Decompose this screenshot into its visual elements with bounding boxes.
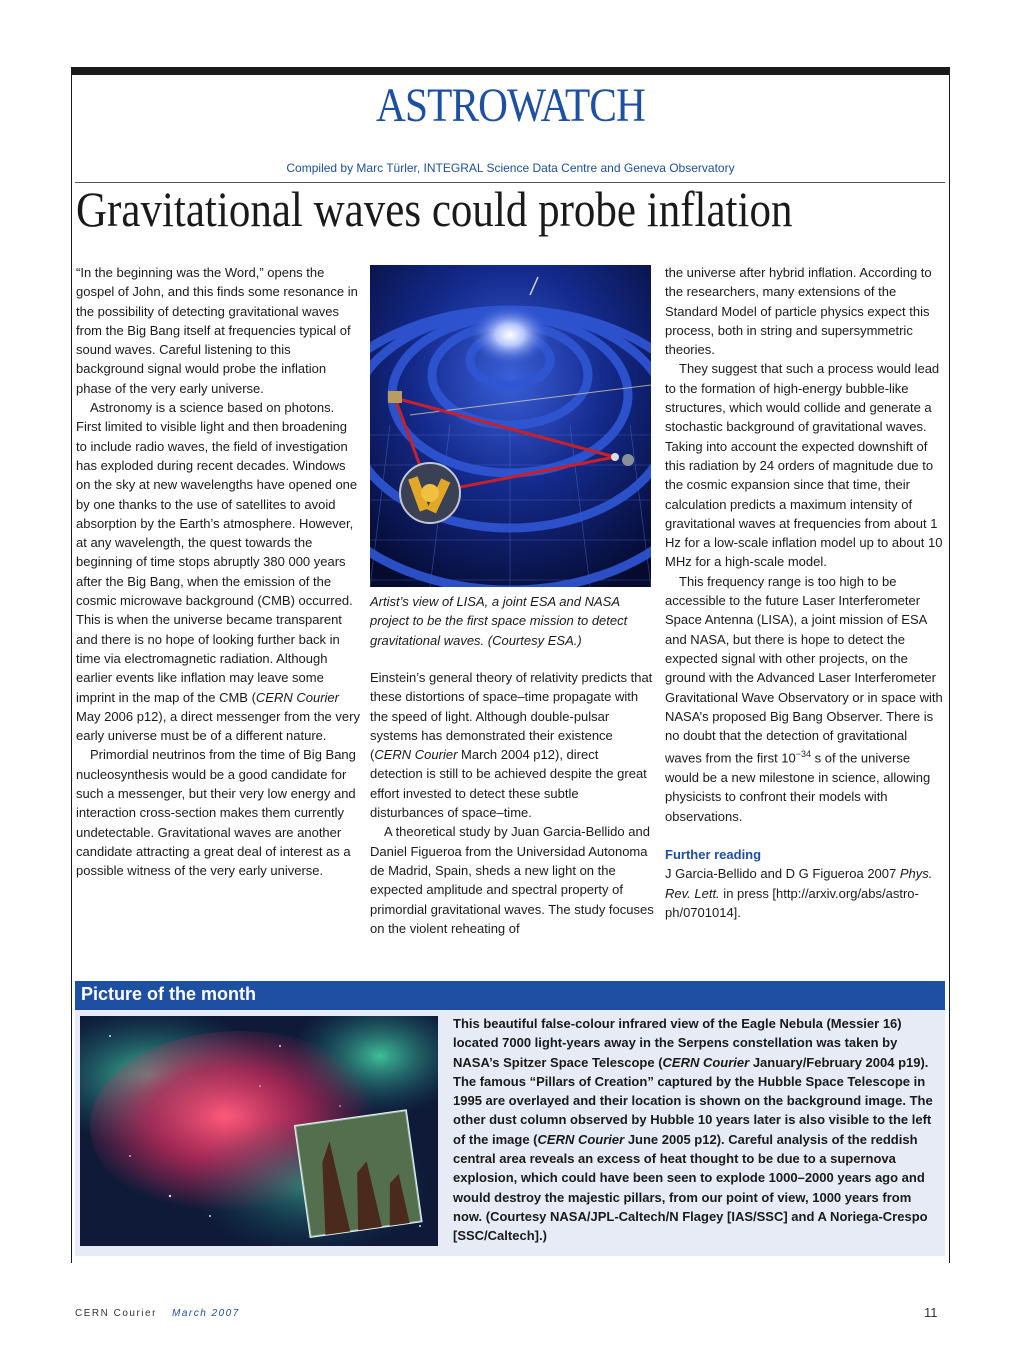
lisa-artist-illustration — [370, 265, 651, 587]
paragraph: Astronomy is a science based on photons. First limited to visible light and then broadening to include radio waves, the field of investigation has exploded during recent decades. Windows on the sky at new wavelengths have opened one by one thanks to the use of satellites to avoid absorption by the Earth’s atmosphere. However, at any wavelength, the quest towards the beginning of time stops abruptly 380 000 years after the Big Bang, when the emission of the cosmic microwave background (CMB) occurred. This is when the universe became transparent and there is no hope of looking further back in time via electromagnetic radiation. Although earlier events like inflation may leave some imprint in the map of the CMB (CERN Courier May 2006 p12), a direct messenger from the very early universe must be of a different nature. — [76, 400, 360, 744]
paragraph: Primordial neutrinos from the time of Big Bang nucleosynthesis would be a good candidate for such a messenger, but their very low energy and interaction cross-section makes them currently undetectable. Gravitational waves are another candidate attracting a great deal of interest as a possible witness of the very early universe. — [76, 747, 356, 879]
eagle-nebula-image — [80, 1016, 438, 1246]
paragraph: “In the beginning was the Word,” opens the gospel of John, and this finds some resonance in the possibility of detecting gravitational waves from the Big Bang itself at frequencies typical of sound waves. Careful listening to this background signal would probe the inflation phase of the very early universe. — [76, 265, 358, 396]
paragraph: A theoretical study by Juan Garcia-Bellido and Daniel Figueroa from the Universidad Autonoma de Madrid, Spain, sheds a new light on the expected amplitude and spectral property of primordial gravitational waves. The study focuses on the violent reheating of — [370, 824, 654, 936]
frame-left-border — [71, 75, 72, 1263]
frame-right-border — [949, 75, 950, 1263]
paragraph: This frequency range is too high to be accessible to the future Laser Interferometer Space Antenna (LISA), a joint mission of ESA and NASA, but there is hope to detect the expected signal with other projects, on the ground with the Advanced Laser Interferometer Gravitational Wave Observatory or in space with NASA’s proposed Big Bang Observer. There is no doubt that the detection of gravitational waves from the first $10^{-34}$ s of the universe would be a new milestone in science, allowing physicists to confront their models with observations. — [665, 573, 943, 824]
section-title: ASTROWATCH — [376, 79, 645, 132]
further-reading-reference: J Garcia-Bellido and D G Figueroa 2007 Phys. Rev. Lett. in press [http://arxiv.org/abs/astro-ph/0701014]. — [665, 866, 933, 920]
lisa-spacecraft — [400, 463, 460, 523]
paragraph: Einstein’s general theory of relativity predicts that these distortions of space–time propagate with the speed of light. Although double-pulsar systems has demonstrated their existence (CERN Courier March 2004 p12), direct detection is still to be achieved despite the great effort invested to detect these subtle disturbances of space–time. — [370, 670, 653, 821]
article-column-1 — [76, 263, 360, 881]
article-column-2 — [370, 668, 654, 938]
article-column-3 — [665, 263, 943, 922]
footer-issue-date: March 2007 — [172, 1308, 240, 1319]
further-reading-heading: Further reading — [665, 846, 762, 862]
picture-of-month-title: Picture of the month — [81, 984, 256, 1004]
picture-of-month-caption: This beautiful false-colour infrared view of the Eagle Nebula (Messier 16) located 7000 light-years away in the Serpens constellation was taken by NASA’s Spitzer Space Telescope (CERN Courier January/February 2004 p19). The famous “Pillars of Creation” captured by the Hubble Space Telescope in 1995 are overlayed and their location is shown on the background image. The other dust column observed by Hubble 10 years later is also visible to the left of the image (CERN Courier June 2005 p12). Careful analysis of the reddish central area reveals an excess of heat thought to be due to a supernova explosion, which could have been seen to explode 1000–2000 years ago and would destroy the majestic pillars, from our point of view, 1000 years from now. (Courtesy NASA/JPL-Caltech/N Flagey [IAS/SSC] and A Noriega-Crespo [SSC/Caltech].) — [453, 1016, 933, 1244]
pillars-of-creation-overlay — [295, 1110, 421, 1236]
page-number: 11 — [924, 1305, 938, 1320]
figure-caption: Artist’s view of LISA, a joint ESA and NASA project to be the first space mission to detect gravitational waves. (Courtesy ESA.) — [370, 594, 628, 648]
compiled-by-line: Compiled by Marc Türler, INTEGRAL Science Data Centre and Geneva Observatory — [286, 161, 735, 175]
paragraph: They suggest that such a process would lead to the formation of high-energy bubble-like structures, which would collide and generate a stochastic background of gravitational waves. Taking into account the expected downshift of this radiation by 24 orders of magnitude due to the cosmic expansion since that time, their calculation predicts a maximum intensity of gravitational waves at frequencies from about 1 Hz for a low-scale inflation model up to about 10 MHz for a high-scale model. — [665, 361, 943, 570]
footer-magazine-name: CERN Courier — [75, 1308, 157, 1319]
paragraph: the universe after hybrid inflation. According to the researchers, many extensions of the Standard Model of particle physics expect this process, both in string and supersymmetric theories. — [665, 265, 932, 358]
header-rule — [71, 67, 950, 75]
article-headline: Gravitational waves could probe inflation — [76, 181, 793, 237]
